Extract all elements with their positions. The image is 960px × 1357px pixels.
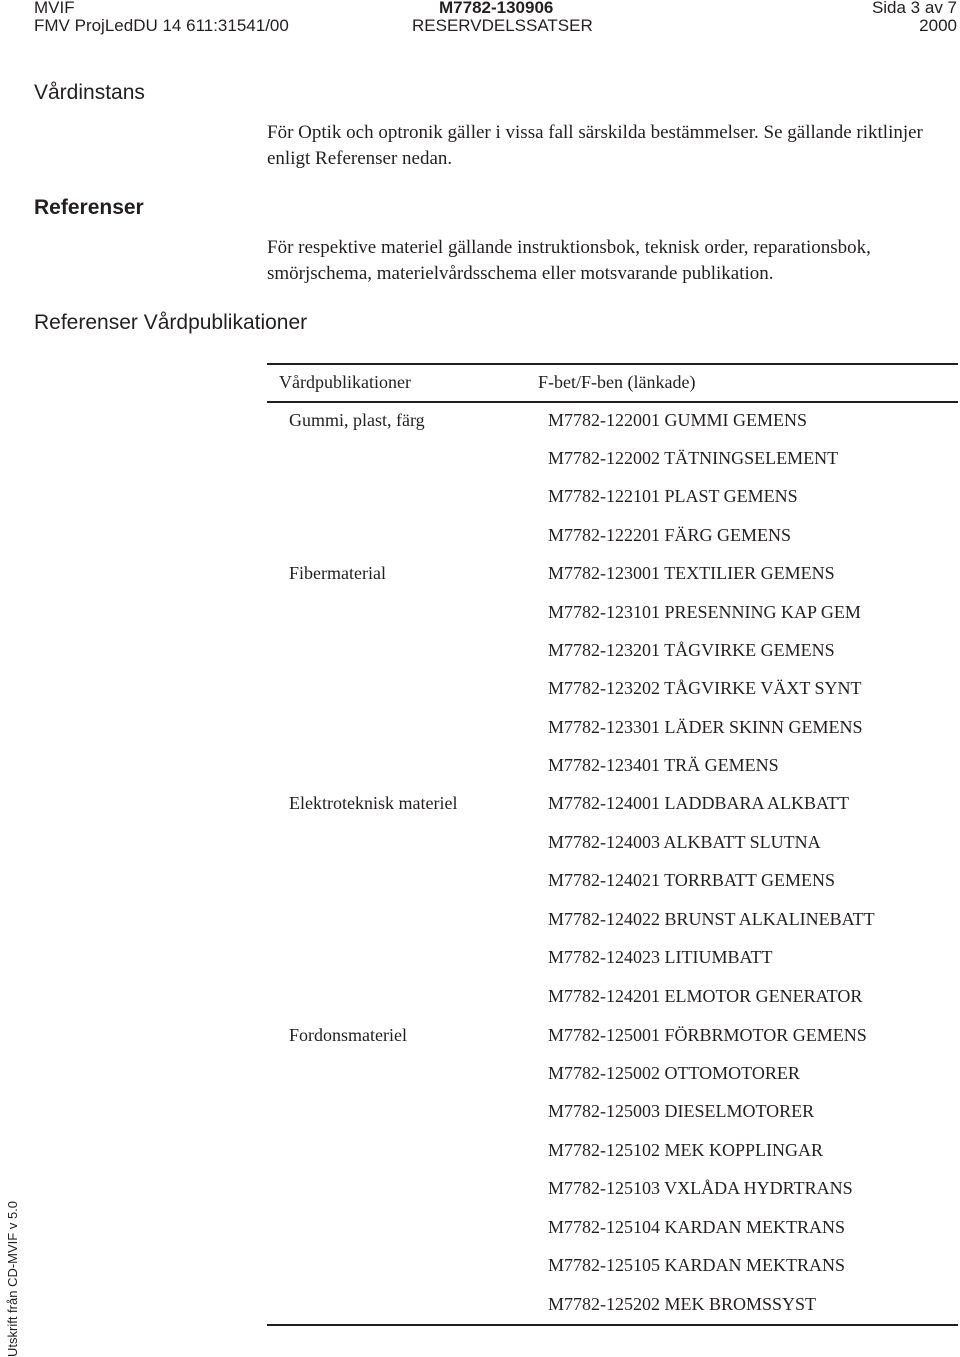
header-doc-number: M7782-130906 — [439, 0, 554, 17]
header-page-number: Sida 3 av 7 — [871, 0, 957, 17]
list-item: M7782-122001 GUMMI GEMENS — [548, 410, 808, 430]
category-gummi-plast-farg: Gummi, plast, färg — [289, 410, 425, 430]
category-elektroteknisk: Elektroteknisk materiel — [289, 793, 458, 813]
print-source-note: Utskrift från CD-MVIF v 5.0 — [5, 1200, 20, 1357]
list-item: M7782-125002 OTTOMOTORER — [548, 1063, 800, 1083]
list-item: M7782-122101 PLAST GEMENS — [548, 486, 798, 506]
list-item: M7782-122201 FÄRG GEMENS — [548, 525, 792, 545]
list-item: M7782-123401 TRÄ GEMENS — [548, 755, 779, 775]
list-item: M7782-125103 VXLÅDA HYDRTRANS — [548, 1178, 853, 1198]
section-heading-ref-vardpublikationer: Referenser Vårdpublikationer — [34, 311, 308, 334]
list-item: M7782-125202 MEK BROMSSYST — [548, 1294, 817, 1314]
list-item: M7782-125102 MEK KOPPLINGAR — [548, 1140, 824, 1160]
referenser-paragraph: För respektive materiel gällande instruktionsbok, teknisk order, reparationsbok, smörjschema, materielvårdsschema eller motsvarande publikation. — [267, 237, 871, 284]
table-header-vardpublikationer: Vårdpublikationer — [279, 372, 411, 392]
table-header-fbet: F-bet/F-ben (länkade) — [538, 372, 696, 392]
list-item: M7782-123201 TÅGVIRKE GEMENS — [548, 640, 835, 660]
table-top-rule — [267, 363, 958, 365]
list-item: M7782-124001 LADDBARA ALKBATT — [548, 793, 850, 813]
list-item: M7782-123001 TEXTILIER GEMENS — [548, 563, 835, 583]
list-item: M7782-124022 BRUNST ALKALINEBATT — [548, 909, 875, 929]
header-year: 2000 — [919, 16, 957, 35]
category-fordonsmateriel: Fordonsmateriel — [289, 1025, 407, 1045]
list-item: M7782-125001 FÖRBRMOTOR GEMENS — [548, 1025, 867, 1045]
list-item: M7782-124003 ALKBATT SLUTNA — [548, 832, 821, 852]
list-item: M7782-123202 TÅGVIRKE VÄXT SYNT — [548, 678, 862, 698]
category-fibermaterial: Fibermaterial — [289, 563, 386, 583]
section-heading-vardinstans: Vårdinstans — [34, 81, 145, 104]
table-bottom-rule — [267, 1324, 958, 1326]
list-item: M7782-124023 LITIUMBATT — [548, 947, 773, 967]
vardinstans-paragraph: För Optik och optronik gäller i vissa fall särskilda bestämmelser. Se gällande riktlinjer enligt Referenser nedan. — [267, 122, 923, 169]
header-doc-title: RESERVDELSSATSER — [412, 16, 593, 35]
list-item: M7782-124201 ELMOTOR GENERATOR — [548, 986, 863, 1006]
header-project-ref: FMV ProjLedDU 14 611:31541/00 — [34, 16, 289, 35]
header-doc-type: MVIF — [34, 0, 75, 17]
list-item: M7782-122002 TÄTNINGSELEMENT — [548, 448, 839, 468]
list-item: M7782-125104 KARDAN MEKTRANS — [548, 1217, 846, 1237]
table-header-rule — [267, 401, 958, 403]
list-item: M7782-125105 KARDAN MEKTRANS — [548, 1255, 846, 1275]
list-item: M7782-125003 DIESELMOTORER — [548, 1101, 815, 1121]
section-heading-referenser: Referenser — [34, 196, 144, 219]
list-item: M7782-124021 TORRBATT GEMENS — [548, 870, 836, 890]
list-item: M7782-123301 LÄDER SKINN GEMENS — [548, 717, 863, 737]
list-item: M7782-123101 PRESENNING KAP GEM — [548, 602, 861, 622]
